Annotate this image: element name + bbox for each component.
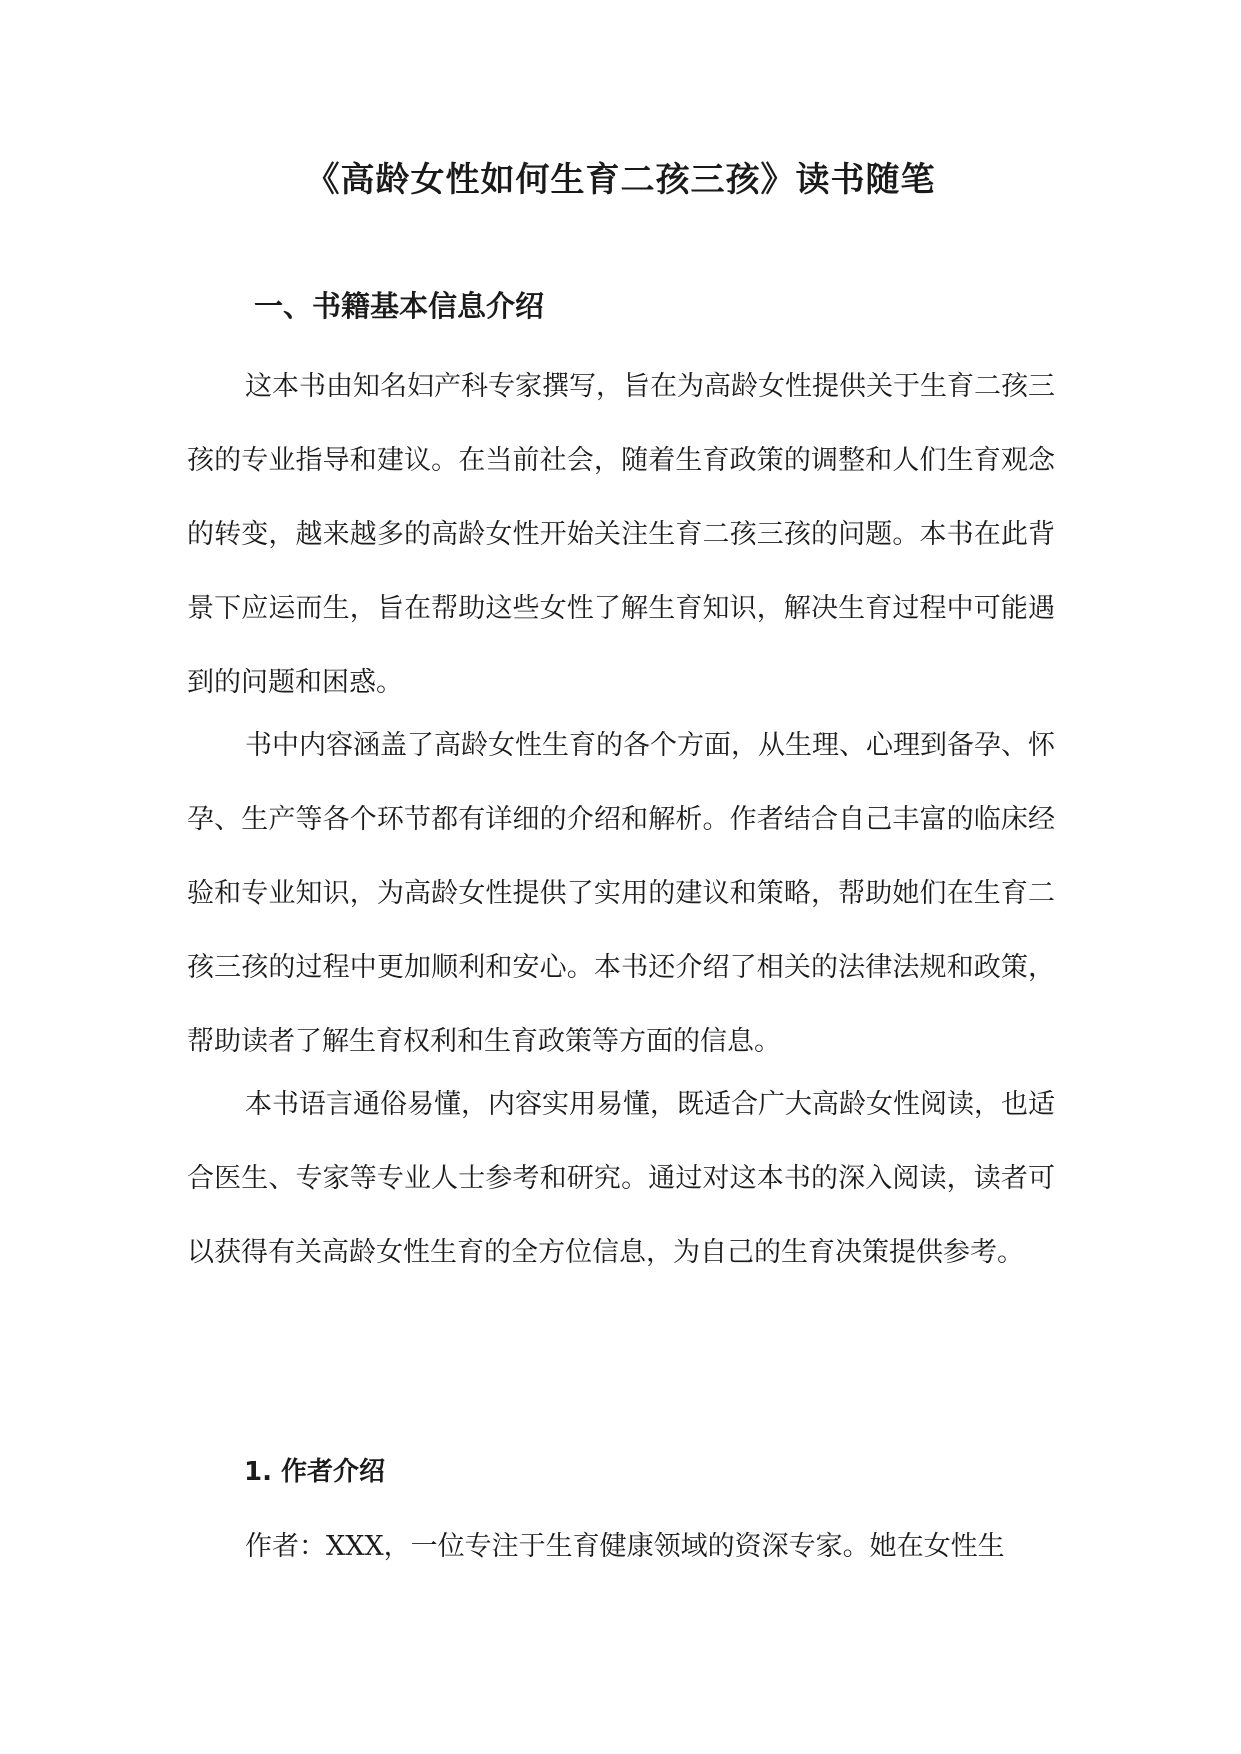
paragraph-intro: 这本书由知名妇产科专家撰写，旨在为高龄女性提供关于生育二孩三孩的专业指导和建议。在当前社会，随着生育政策的调整和人们生育观念的转变，越来越多的高龄女性开始关注生育二孩三孩的问题。本书在此背景下应运而生，旨在帮助这些女性了解生育知识，解决生育过程中可能遇到的问题和困惑。 <box>187 371 1055 698</box>
section-heading-book-info: 一、书籍基本信息介绍 <box>254 289 545 323</box>
subsection-heading-author: 1. 作者介绍 <box>244 1457 386 1487</box>
paragraph-content-overview: 书中内容涵盖了高龄女性生育的各个方面，从生理、心理到备孕、怀孕、生产等各个环节都有详细的介绍和解析。作者结合自己丰富的临床经验和专业知识，为高龄女性提供了实用的建议和策略，帮助她们在生育二孩三孩的过程中更加顺利和安心。本书还介绍了相关的法律法规和政策，帮助读者了解生育权利和生育政策等方面的信息。 <box>187 730 1055 1057</box>
document-title: 《高龄女性如何生育二孩三孩》读书随笔 <box>305 160 936 200</box>
paragraph-author: 作者：XXX，一位专注于生育健康领域的资深专家。她在女性生 <box>245 1531 1005 1562</box>
paragraph-audience: 本书语言通俗易懂，内容实用易懂，既适合广大高龄女性阅读，也适合医生、专家等专业人士参考和研究。通过对这本书的深入阅读，读者可以获得有关高龄女性生育的全方位信息，为自己的生育决策提供参考。 <box>187 1089 1055 1268</box>
